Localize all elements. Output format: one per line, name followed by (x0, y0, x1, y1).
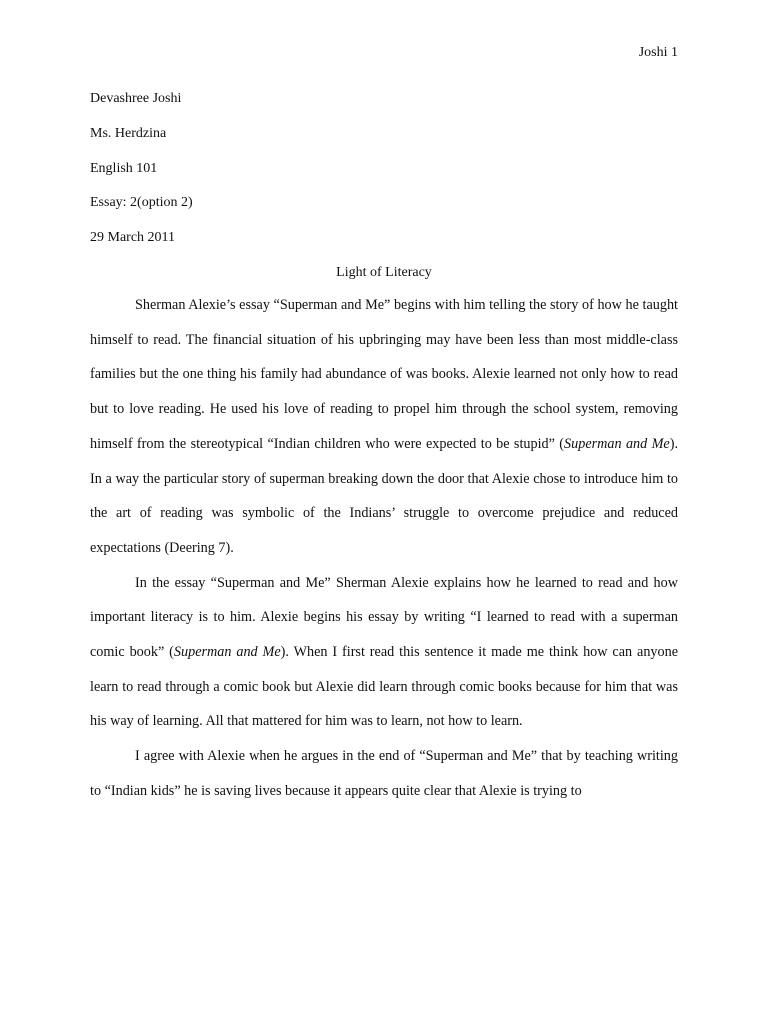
course-name: English 101 (90, 160, 158, 176)
instructor-name: Ms. Herdzina (90, 125, 167, 141)
assignment-name: Essay: 2(option 2) (90, 195, 193, 211)
paragraph-text: ). In a way the particular story of superman breaking down the door that Alexie chose to introduce him to the art of reading was symbolic of the Indians’ struggle to overcome prejudice and reduced expectations (Deering 7). (90, 435, 678, 556)
mla-heading (90, 89, 680, 263)
running-head: Joshi 1 (638, 45, 678, 60)
paragraph-2 (90, 566, 678, 740)
citation-title: Superman and Me (564, 435, 670, 452)
essay-title: Light of Literacy (336, 265, 432, 280)
essay-body (90, 288, 678, 809)
paragraph-3 (90, 739, 678, 808)
paragraph-text: ). When I first read this sentence it made me think how can anyone learn to read through a comic book but Alexie did learn through comic books because for him that was his way of learning. All that mattered for him was to learn, not how to learn. (90, 644, 678, 730)
paragraph-text: I agree with Alexie when he argues in the end of “Superman and Me” that by teaching writing to “Indian kids” he is saving lives because it appears quite clear that Alexie is trying to (90, 748, 678, 799)
paragraph-text: In the essay “Superman and Me” Sherman Alexie explains how he learned to read and how important literacy is to him. Alexie begins his essay by writing “I learned to read with a superman comic book” ( (90, 574, 678, 661)
citation-title: Superman and Me (173, 644, 281, 661)
author-name: Devashree Joshi (90, 91, 182, 106)
paragraph-1 (90, 288, 678, 566)
essay-date: 29 March 2011 (90, 230, 176, 245)
paragraph-text: Sherman Alexie’s essay “Superman and Me” begins with him telling the story of how he taught himself to read. The financial situation of his upbringing may have been less than most middle-class families but the one thing his family had abundance of was books. Alexie learned not only how to read but to love reading. He used his love of reading to propel him through the school system, removing himself from the stereotypical “Indian children who were expected to be stupid” ( (90, 297, 678, 452)
